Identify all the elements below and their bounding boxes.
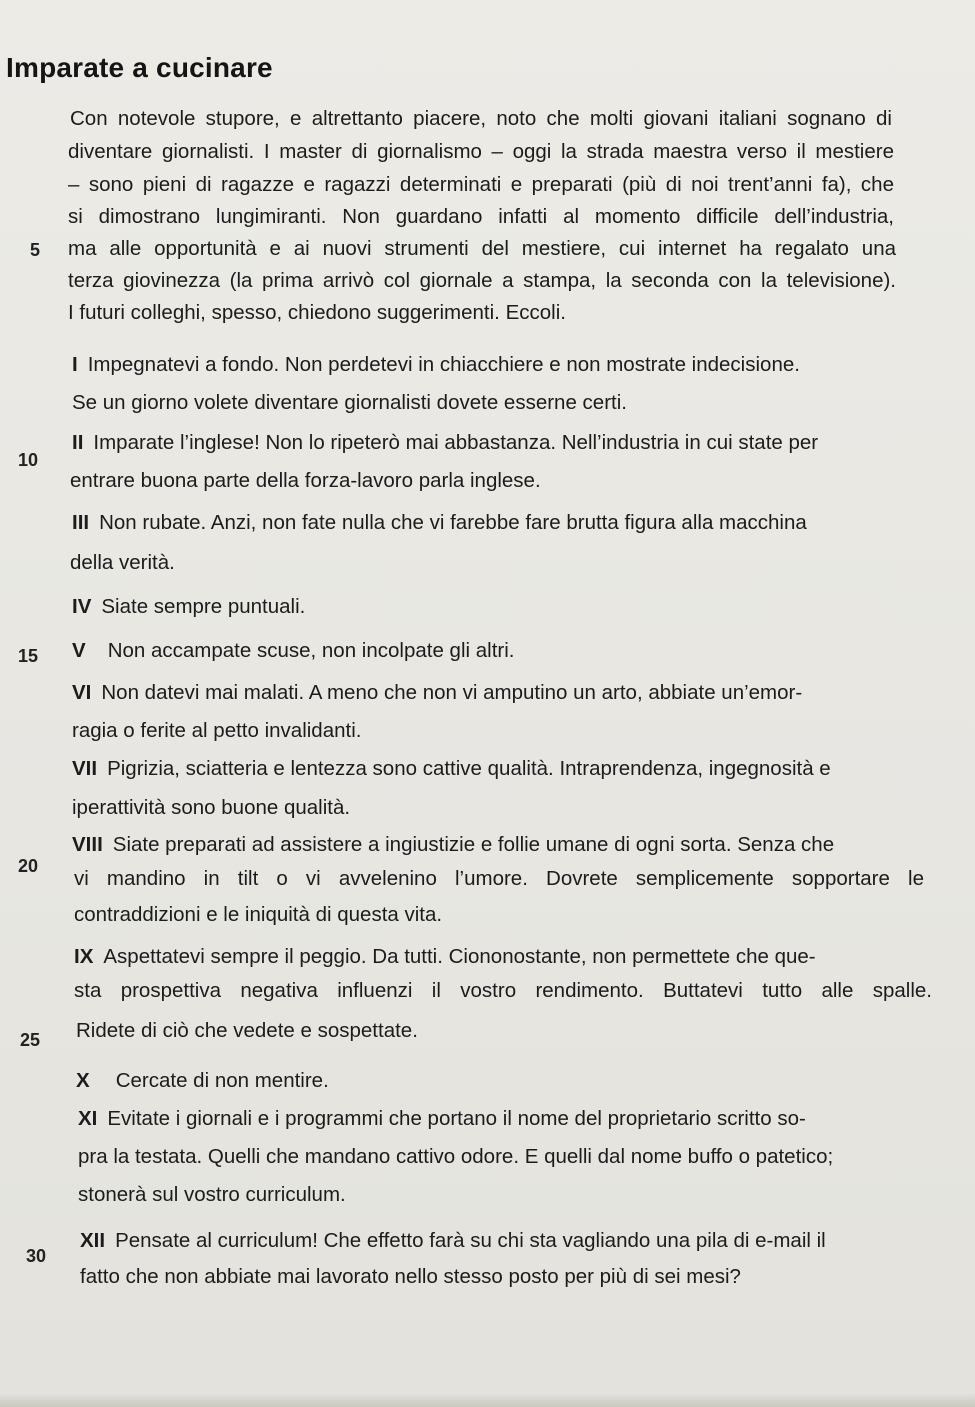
page-title: Imparate a cucinare [6,52,273,83]
rule-text: Non accampate scuse, non incolpate gli altri. [107,639,515,662]
line-number: 30 [26,1246,47,1266]
rule-text: Ridete di ciò che vedete e sospettate. [76,1019,418,1042]
rule-text: Pensate al curriculum! Che effetto farà su chi sta vagliando una pila di e-mail il [115,1229,826,1252]
roman-numeral: III [72,511,90,534]
line-number: 20 [18,856,39,876]
intro-line: si dimostrano lungimiranti. Non guardano infatti al momento difficile dell’industria, [68,205,894,228]
rule-item-4 [72,594,305,620]
line-number: 25 [20,1030,41,1050]
rule-text: Siate sempre puntuali. [101,595,306,618]
roman-numeral: VII [72,757,98,780]
rule-item-5 [72,638,515,664]
roman-numeral: X [76,1069,90,1092]
rule-text: contraddizioni e le iniquità di questa vita. [74,903,443,926]
rule-text: pra la testata. Quelli che mandano cattivo odore. E quelli dal nome buffo o patetico; [78,1145,834,1168]
roman-numeral: II [72,431,84,454]
rule-text: fatto che non abbiate mai lavorato nello stesso posto per più di sei mesi? [80,1265,741,1288]
rule-item-9 [74,944,816,970]
rule-text: Cercate di non mentire. [115,1069,329,1092]
rule-text: Pigrizia, sciatteria e lentezza sono cattive qualità. Intraprendenza, ingegnosità e [107,757,831,780]
intro-line: Con notevole stupore, e altrettanto piacere, noto che molti giovani italiani sognano di [70,107,892,130]
rule-item-10 [76,1068,329,1094]
roman-numeral: VIII [72,833,103,856]
roman-numeral: XII [80,1229,106,1252]
intro-line: diventare giornalisti. I master di giornalismo – oggi la strada maestra verso il mestiere [68,140,894,163]
roman-numeral: I [72,353,78,376]
rule-text: della verità. [70,551,175,574]
line-number: 5 [30,240,41,260]
intro-line: ma alle opportunità e ai nuovi strumenti del mestiere, cui internet ha regalato una [68,237,896,260]
rule-item-3 [72,510,807,536]
rule-item-11 [78,1106,806,1132]
line-number: 15 [18,646,39,666]
rule-item-2 [72,430,818,456]
rule-text: Siate preparati ad assistere a ingiustizie e follie umane di ogni sorta. Senza che [112,833,835,856]
rule-item-6 [72,680,802,706]
rule-text: Non rubate. Anzi, non fate nulla che vi farebbe fare brutta figura alla macchina [99,511,807,534]
rule-text: Non datevi mai malati. A meno che non vi amputino un arto, abbiate un’emor- [101,681,803,704]
roman-numeral: IX [74,945,94,968]
rule-text: vi mandino in tilt o vi avvelenino l’umore. Dovrete semplicemente sopportare le [74,867,924,890]
roman-numeral: VI [72,681,92,704]
rule-text: iperattività sono buone qualità. [72,796,351,819]
rule-text: entrare buona parte della forza-lavoro parla inglese. [70,469,541,492]
roman-numeral: V [72,639,86,662]
rule-text: Se un giorno volete diventare giornalisti dovete esserne certi. [72,391,627,414]
intro-line: terza giovinezza (la prima arrivò col giornale a stampa, la seconda con la televisione). [68,269,896,292]
rule-text: Evitate i giornali e i programmi che portano il nome del proprietario scritto so- [107,1107,806,1130]
line-number: 10 [18,450,39,470]
intro-line: I futuri colleghi, spesso, chiedono suggerimenti. Eccoli. [68,301,566,324]
rule-text: stonerà sul vostro curriculum. [78,1183,346,1206]
roman-numeral: XI [78,1107,98,1130]
rule-text: Imparate l’inglese! Non lo ripeterò mai abbastanza. Nell’industria in cui state per [93,431,819,454]
page-edge-shadow [0,1393,975,1407]
rule-text: Aspettatevi sempre il peggio. Da tutti. Ciononostante, non permettete che que- [103,945,816,968]
rule-text: ragia o ferite al petto invalidanti. [72,719,362,742]
intro-line: – sono pieni di ragazze e ragazzi determinati e preparati (più di noi trent’anni fa), che [68,173,894,196]
rule-item-8 [72,832,834,858]
rule-text: sta prospettiva negativa influenzi il vostro rendimento. Buttatevi tutto alle spalle. [74,979,932,1002]
roman-numeral: IV [72,595,92,618]
rule-text: Impegnatevi a fondo. Non perdetevi in chiacchiere e non mostrate indecisione. [87,353,800,376]
rule-item-1 [72,352,800,378]
rule-item-12 [80,1228,826,1254]
rule-item-7 [72,756,831,782]
